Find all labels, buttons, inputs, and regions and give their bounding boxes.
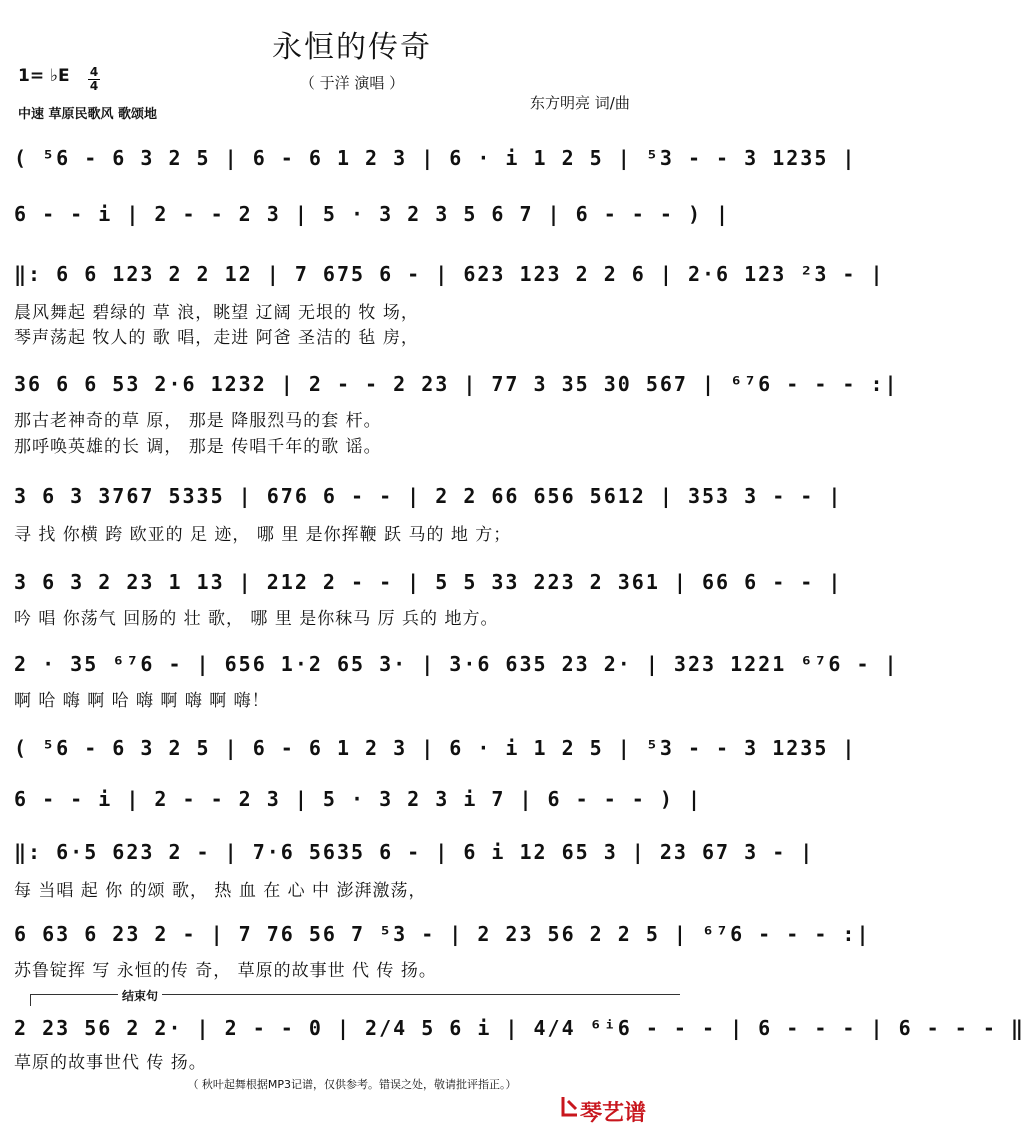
score-line-10: ‖: 6·5 623 2 - | 7·6 5635 6 - | 6 i 12 65 3 | 23 67 3 - | <box>14 840 815 864</box>
score-line-2: 6 - - i | 2 - - 2 3 | 5 · 3 2 3 5 6 7 | 6 - - - ) | <box>14 202 731 226</box>
score-line-12: 2 23 56 2 2· | 2 - - 0 | 2/4 5 6 i | 4/4 ⁶ⁱ6 - - - | 6 - - - | 6 - - - ‖ <box>14 1016 1025 1040</box>
singer-credit: （ 于洋 演唱 ） <box>299 74 405 92</box>
score-line-9: 6 - - i | 2 - - 2 3 | 5 · 3 2 3 i 7 | 6 - - - ) | <box>14 787 703 811</box>
score-line-6: 3 6 3 2 23 1 13 | 212 2 - - | 5 5 33 223 2 361 | 66 6 - - | <box>14 570 843 594</box>
site-logo[interactable]: 琴艺谱 <box>580 1101 647 1126</box>
score-line-3: ‖: 6 6 123 2 2 12 | 7 675 6 - | 623 123 2 2 6 | 2·6 123 ²3 - | <box>14 262 885 286</box>
meter-top: 4 <box>89 65 99 79</box>
meter-bottom: 4 <box>89 79 99 93</box>
score-line-11: 6 63 6 23 2 - | 7 76 56 7 ⁵3 - | 2 23 56 2 2 5 | ⁶⁷6 - - - :| <box>14 922 871 946</box>
lyric-line: 草原的故事世代 传 扬。 <box>14 1053 207 1073</box>
lyric-line: 那古老神奇的草 原， 那是 降服烈马的套 杆。 <box>14 411 382 431</box>
lyric-line: 吟 唱 你荡气 回肠的 壮 歌， 哪 里 是你秣马 厉 兵的 地方。 <box>14 609 499 629</box>
lyric-line: 啊 哈 嗨 啊 哈 嗨 啊 嗨 啊 嗨！ <box>14 691 270 711</box>
score-line-4: 36 6 6 53 2·6 1232 | 2 - - 2 23 | 77 3 35 30 567 | ⁶⁷6 - - - :| <box>14 372 899 396</box>
logo-icon <box>560 1095 580 1119</box>
transcription-note: （ 秋叶起舞根据MP3记谱，仅供参考。错误之处，敬请批评指正。） <box>187 1078 517 1091</box>
key-signature: 1= ♭E <box>18 66 70 86</box>
time-signature <box>88 66 100 93</box>
lyric-line: 晨风舞起 碧绿的 草 浪，眺望 辽阔 无垠的 牧 场， <box>14 303 419 323</box>
lyric-line: 苏鲁锭挥 写 永恒的传 奇， 草原的故事世 代 传 扬。 <box>14 961 437 981</box>
song-title: 永恒的传奇 <box>272 30 432 65</box>
composer-credit: 东方明亮 词/曲 <box>530 94 630 112</box>
score-line-8: ( ⁵6 - 6 3 2 5 | 6 - 6 1 2 3 | 6 · i 1 2 5 | ⁵3 - - 3 1235 | <box>14 736 857 760</box>
ending-bracket-tick <box>30 994 31 1006</box>
lyric-line: 那呼唤英雄的长 调， 那是 传唱千年的歌 谣。 <box>14 437 382 457</box>
lyric-line: 寻 找 你横 跨 欧亚的 足 迹， 哪 里 是你挥鞭 跃 马的 地 方； <box>14 525 512 545</box>
score-line-5: 3 6 3 3767 5335 | 676 6 - - | 2 2 66 656 5612 | 353 3 - - | <box>14 484 843 508</box>
score-line-7: 2 · 35 ⁶⁷6 - | 656 1·2 65 3· | 3·6 635 23 2· | 323 1221 ⁶⁷6 - | <box>14 652 899 676</box>
ending-label: 结束句 <box>118 987 162 1004</box>
lyric-line: 每 当唱 起 你 的颂 歌， 热 血 在 心 中 澎湃激荡， <box>14 881 427 901</box>
score-line-1: ( ⁵6 - 6 3 2 5 | 6 - 6 1 2 3 | 6 · i 1 2 5 | ⁵3 - - 3 1235 | <box>14 146 857 170</box>
tempo-marking: 中速 草原民歌风 歌颂地 <box>18 107 158 122</box>
lyric-line: 琴声荡起 牧人的 歌 唱，走进 阿爸 圣洁的 毡 房， <box>14 328 419 348</box>
